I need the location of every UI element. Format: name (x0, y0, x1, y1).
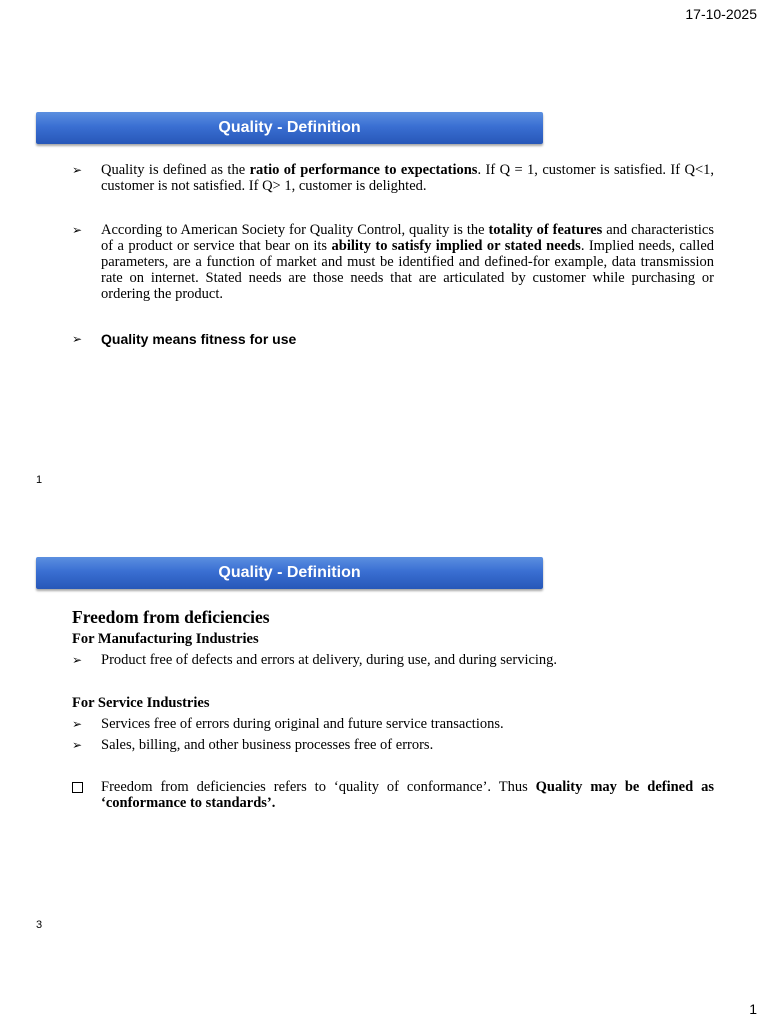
bullet-text: and characteristics of a product or service that bear on its (101, 222, 715, 254)
service-bullet (72, 737, 714, 753)
slide-2-title: Quality - Definition (36, 557, 543, 589)
service-heading: For Service Industries (72, 695, 210, 711)
bullet-bold-text: totality of features (488, 222, 603, 238)
arrow-bullet-icon: ➢ (72, 332, 83, 346)
bullet-text: . If Q = 1, customer is satisfied. If Q<1, customer is not satisfied. If Q> 1, customer is delighted. (101, 162, 714, 194)
bullet-text: Sales, billing, and other business processes free of errors. (101, 737, 434, 753)
page-number: 1 (749, 1001, 757, 1017)
bullet-bold-text: ability to satisfy implied or stated needs (331, 238, 581, 254)
slide-2 (0, 557, 768, 937)
checkbox-bullet-icon (72, 779, 92, 797)
slide-1-bullet-ratio (72, 162, 714, 194)
conclusion-bullet (72, 779, 714, 811)
manufacturing-bullet (72, 652, 714, 668)
arrow-bullet-icon: ➢ (72, 653, 83, 667)
service-bullet (72, 716, 714, 732)
arrow-bullet-icon: ➢ (72, 738, 83, 752)
arrow-bullet-icon: ➢ (72, 717, 83, 731)
header-date: 17-10-2025 (685, 6, 757, 22)
slide-1 (0, 112, 768, 492)
manufacturing-heading: For Manufacturing Industries (72, 631, 259, 647)
bullet-text: Freedom from deficiencies refers to ‘quality of conformance’. Thus (101, 779, 536, 795)
arrow-bullet-icon: ➢ (72, 223, 83, 237)
slide-1-bullet-fitness (72, 331, 714, 347)
bullet-text: Services free of errors during original and future service transactions. (101, 716, 504, 732)
bullet-bold-text: ratio of performance to expectations (249, 162, 478, 178)
section-heading: Freedom from deficiencies (72, 607, 270, 627)
bullet-bold-text: Quality means fitness for use (101, 331, 297, 347)
bullet-text: Quality is defined as the (101, 162, 250, 178)
bullet-text: Product free of defects and errors at delivery, during use, and during servicing. (101, 652, 558, 668)
slide-number: 3 (36, 919, 43, 931)
bullet-bold-text: Quality may be defined as ‘conformance to standards’. (101, 779, 714, 811)
arrow-bullet-icon: ➢ (72, 163, 83, 177)
slide-1-bullet-asqc (72, 222, 714, 302)
slide-1-title: Quality - Definition (36, 112, 543, 144)
bullet-text: According to American Society for Quality Control, quality is the (101, 222, 489, 238)
slide-number: 1 (36, 474, 43, 486)
bullet-text: . Implied needs, called parameters, are a function of market and must be identified and defined-for example, data transmission rate on internet. Stated needs are those needs that are articulated by customer while purchasing or ordering the product. (101, 238, 715, 302)
